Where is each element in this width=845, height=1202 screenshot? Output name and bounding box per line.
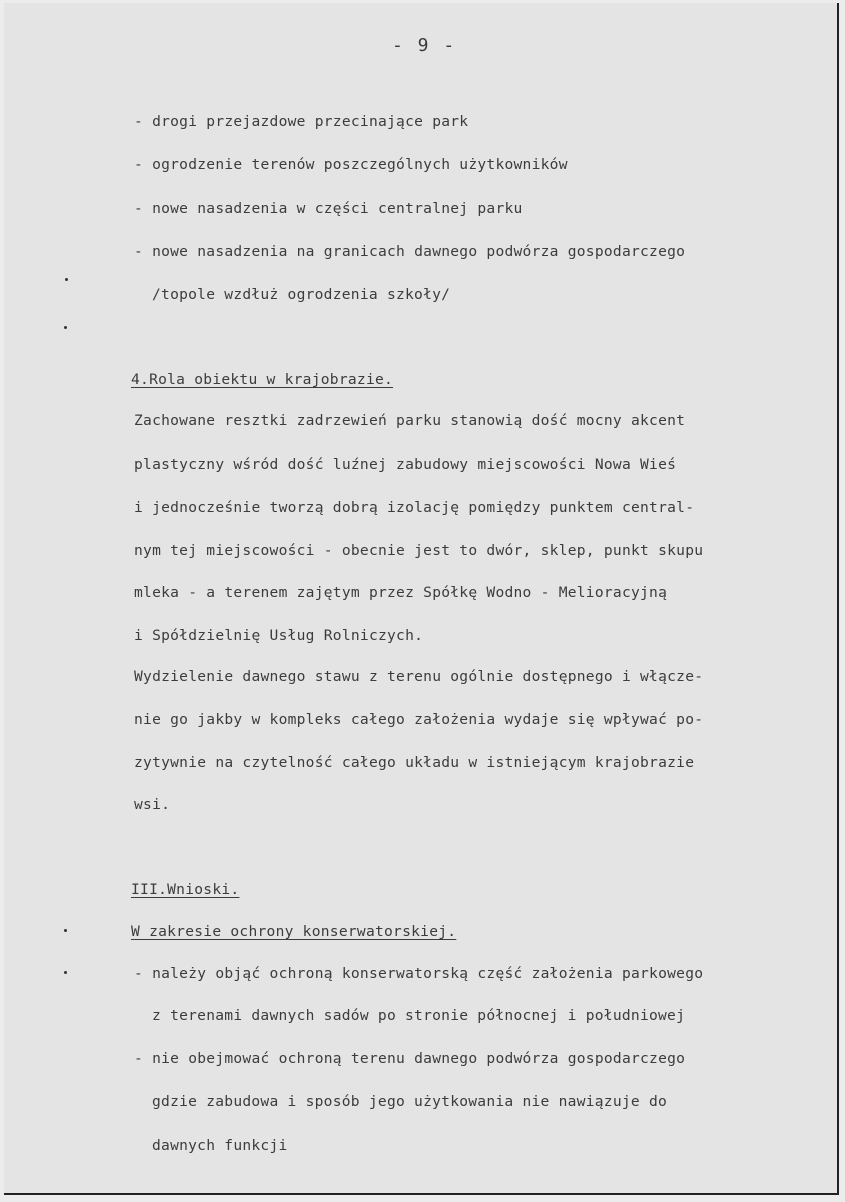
section-heading: III.Wnioski. <box>131 881 240 898</box>
text-line: mleka - a terenem zajętym przez Spółkę Wodno - Melioracyjną <box>134 584 668 601</box>
text-line: - nowe nasadzenia na granicach dawnego podwórza gospodarczego <box>134 243 686 260</box>
text-line: z terenami dawnych sadów po stronie północnej i południowej <box>152 1007 686 1024</box>
document-page <box>4 3 839 1195</box>
scan-speck <box>64 929 67 932</box>
text-line: plastyczny wśród dość luźnej zabudowy miejscowości Nowa Wieś <box>134 456 677 473</box>
text-line: - nowe nasadzenia w części centralnej parku <box>134 200 523 217</box>
section-heading: 4.Rola obiektu w krajobrazie. <box>131 371 394 388</box>
text-line: Zachowane resztki zadrzewień parku stanowią dość mocny akcent <box>134 412 686 429</box>
text-line: - należy objąć ochroną konserwatorską część założenia parkowego <box>134 965 704 982</box>
scan-speck <box>64 326 67 329</box>
text-line: wsi. <box>134 796 171 813</box>
scan-speck <box>65 278 68 281</box>
page-number: - 9 - <box>392 35 457 56</box>
text-line: nym tej miejscowości - obecnie jest to dwór, sklep, punkt skupu <box>134 542 704 559</box>
text-line: zytywnie na czytelność całego układu w istniejącym krajobrazie <box>134 754 695 771</box>
text-line: - nie obejmować ochroną terenu dawnego podwórza gospodarczego <box>134 1050 686 1067</box>
text-line: i jednocześnie tworzą dobrą izolację pomiędzy punktem central- <box>134 499 695 516</box>
text-line: gdzie zabudowa i sposób jego użytkowania nie nawiązuje do <box>152 1093 668 1110</box>
text-line: i Spółdzielnię Usług Rolniczych. <box>134 627 424 644</box>
text-line: - ogrodzenie terenów poszczególnych użytkowników <box>134 156 568 173</box>
scan-speck <box>64 971 67 974</box>
text-line: Wydzielenie dawnego stawu z terenu ogólnie dostępnego i włącze- <box>134 668 704 685</box>
subsection-heading: W zakresie ochrony konserwatorskiej. <box>131 923 457 940</box>
text-line: - drogi przejazdowe przecinające park <box>134 113 469 130</box>
text-line: nie go jakby w kompleks całego założenia wydaje się wpływać po- <box>134 711 704 728</box>
text-line: dawnych funkcji <box>152 1137 288 1154</box>
text-line: /topole wzdłuż ogrodzenia szkoły/ <box>152 286 451 303</box>
